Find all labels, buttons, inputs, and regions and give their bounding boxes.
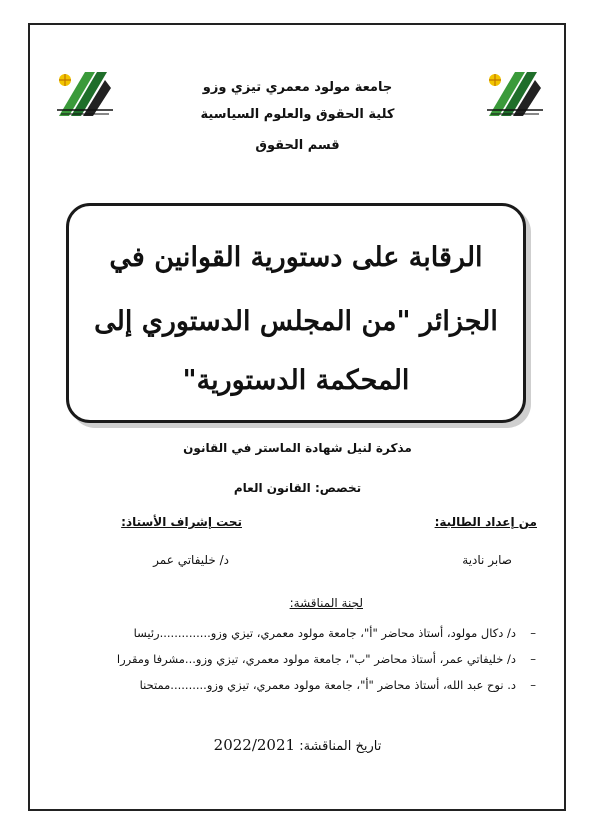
student-name: صابر نادية <box>462 553 512 567</box>
committee-member <box>58 626 536 640</box>
defense-date <box>0 736 595 754</box>
defense-year: 2022/2021 <box>213 736 296 754</box>
list-dash: – <box>530 652 536 666</box>
faculty-name: كلية الحقوق والعلوم السياسية <box>200 107 395 122</box>
list-dash: – <box>530 678 536 692</box>
committee-member <box>58 652 536 666</box>
thesis-title-line-1: الرقابة على دستورية القوانين في <box>109 242 483 273</box>
supervisor-name: د/ خليفاتي عمر <box>153 553 229 567</box>
defense-date-label: تاريخ المناقشة: <box>299 739 382 754</box>
committee-member <box>58 678 536 692</box>
committee-member-text: د. نوح عبد الله، أستاذ محاضر "أ"، جامعة مولود معمري، تيزي وزو..........ممتحنا <box>139 678 516 692</box>
list-dash: – <box>530 626 536 640</box>
committee-label: لجنة المناقشة: <box>289 596 363 610</box>
thesis-title-line-3: المحكمة الدستورية" <box>182 365 410 396</box>
specialization: تخصص: القانون العام <box>233 481 362 495</box>
university-name: جامعة مولود معمري تيزي وزو <box>202 80 393 95</box>
committee-member-text: د/ دكال مولود، أستاذ محاضر "أ"، جامعة مولود معمري، تيزي وزو..............رئيسا <box>133 626 516 640</box>
thesis-title-line-2: الجزائر "من المجلس الدستوري إلى <box>94 306 498 337</box>
supervisor-label: تحت إشراف الأستاذ: <box>121 515 242 529</box>
thesis-purpose: مذكرة لنيل شهادة الماستر في القانون <box>183 441 412 455</box>
department-name: قسم الحقوق <box>255 138 340 153</box>
student-label: من إعداد الطالبة: <box>434 515 537 529</box>
committee-member-text: د/ خليفاتي عمر، أستاذ محاضر "ب"، جامعة مولود معمري، تيزي وزو...مشرفا ومقررا <box>116 652 516 666</box>
